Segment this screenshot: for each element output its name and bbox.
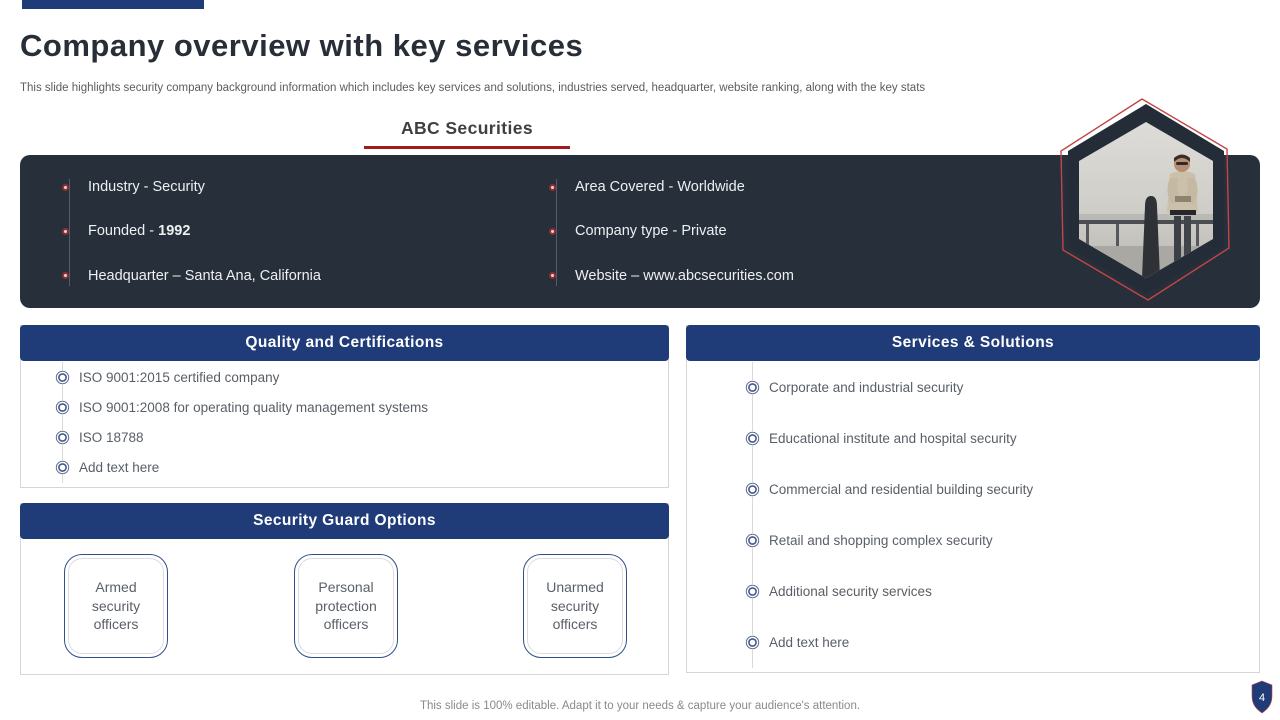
footer-note: This slide is 100% editable. Adapt it to your needs & capture your audience's attention. bbox=[419, 700, 861, 712]
guard-panel-header bbox=[20, 503, 669, 539]
list-item-label: Add text here bbox=[79, 460, 160, 476]
ring-bullet-icon bbox=[55, 370, 70, 385]
fact-row bbox=[62, 179, 502, 195]
list-item bbox=[687, 431, 1259, 446]
security-guard-photo bbox=[1056, 96, 1236, 304]
option-unarmed-security bbox=[523, 554, 627, 658]
ring-bullet-icon bbox=[745, 635, 760, 650]
dot-bullet-icon bbox=[62, 228, 69, 235]
list-item bbox=[687, 635, 1259, 650]
list-item-label: Additional security services bbox=[769, 584, 932, 599]
ring-bullet-icon bbox=[55, 400, 70, 415]
quality-list bbox=[21, 362, 668, 483]
option-label: Personal protection officers bbox=[298, 558, 394, 654]
ring-bullet-icon bbox=[55, 460, 70, 475]
services-panel-title: Services & Solutions bbox=[891, 334, 1055, 351]
ring-bullet-icon bbox=[745, 482, 760, 497]
option-personal-protection bbox=[294, 554, 398, 658]
page-title: Company overview with key services bbox=[20, 28, 584, 63]
guard-panel-title: Security Guard Options bbox=[253, 512, 436, 529]
list-item-label: ISO 18788 bbox=[79, 430, 144, 446]
security-guard-options-panel bbox=[20, 503, 669, 675]
list-item-label: Retail and shopping complex security bbox=[769, 533, 993, 548]
list-item bbox=[687, 482, 1259, 497]
list-item-label: ISO 9001:2008 for operating quality management systems bbox=[79, 399, 428, 415]
fact-row bbox=[549, 179, 989, 195]
ring-bullet-icon bbox=[745, 380, 760, 395]
dot-bullet-icon bbox=[62, 272, 69, 279]
facts-column-right bbox=[549, 165, 989, 298]
timeline-line bbox=[752, 362, 753, 668]
quality-panel-header bbox=[20, 325, 669, 361]
ring-bullet-icon bbox=[745, 431, 760, 446]
fact-row: Founded - 1992 bbox=[62, 223, 502, 239]
services-solutions-panel bbox=[686, 325, 1260, 673]
accent-bar bbox=[22, 0, 204, 9]
option-armed-security bbox=[64, 554, 168, 658]
list-item bbox=[21, 400, 668, 415]
fact-text: Industry - Security bbox=[88, 179, 205, 196]
svg-text:4: 4 bbox=[1258, 692, 1266, 704]
list-item-label: ISO 9001:2015 certified company bbox=[79, 369, 280, 385]
fact-text: Founded - bbox=[88, 223, 159, 240]
list-item bbox=[687, 380, 1259, 395]
dot-bullet-icon bbox=[549, 272, 556, 279]
fact-row bbox=[62, 268, 502, 284]
ring-bullet-icon bbox=[745, 584, 760, 599]
list-item bbox=[687, 584, 1259, 599]
list-item-label: Add text here bbox=[769, 635, 850, 650]
company-name-underline bbox=[364, 146, 570, 149]
facts-column-left bbox=[62, 165, 502, 298]
services-list bbox=[687, 362, 1259, 668]
slide-subtitle: This slide highlights security company background information which includes key services and solutions, industries served, headquarter, website ranking, along with the key stats bbox=[20, 82, 926, 94]
fact-text: Area Covered - Worldwide bbox=[575, 179, 745, 196]
fact-text: Company type - Private bbox=[575, 223, 727, 240]
quality-certifications-panel bbox=[20, 325, 669, 488]
list-item bbox=[21, 370, 668, 385]
list-item-label: Corporate and industrial security bbox=[769, 380, 964, 395]
list-item bbox=[687, 533, 1259, 548]
fact-row bbox=[549, 223, 989, 239]
list-item-label: Commercial and residential building security bbox=[769, 482, 1034, 497]
fact-text: Headquarter – Santa Ana, California bbox=[88, 267, 321, 284]
option-label: Armed security officers bbox=[68, 558, 164, 654]
fact-row bbox=[549, 268, 989, 284]
ring-bullet-icon bbox=[55, 430, 70, 445]
dot-bullet-icon bbox=[549, 184, 556, 191]
company-name-heading: ABC Securities bbox=[400, 118, 534, 138]
quality-panel-title: Quality and Certifications bbox=[245, 334, 444, 351]
dot-bullet-icon bbox=[62, 184, 69, 191]
list-item bbox=[21, 430, 668, 445]
list-item-label: Educational institute and hospital security bbox=[769, 431, 1017, 446]
ring-bullet-icon bbox=[745, 533, 760, 548]
dot-bullet-icon bbox=[549, 228, 556, 235]
list-item bbox=[21, 460, 668, 475]
option-label: Unarmed security officers bbox=[527, 558, 623, 654]
fact-text: Website – www.abcsecurities.com bbox=[575, 267, 794, 284]
shield-page-badge bbox=[1251, 680, 1273, 714]
services-panel-header bbox=[686, 325, 1260, 361]
